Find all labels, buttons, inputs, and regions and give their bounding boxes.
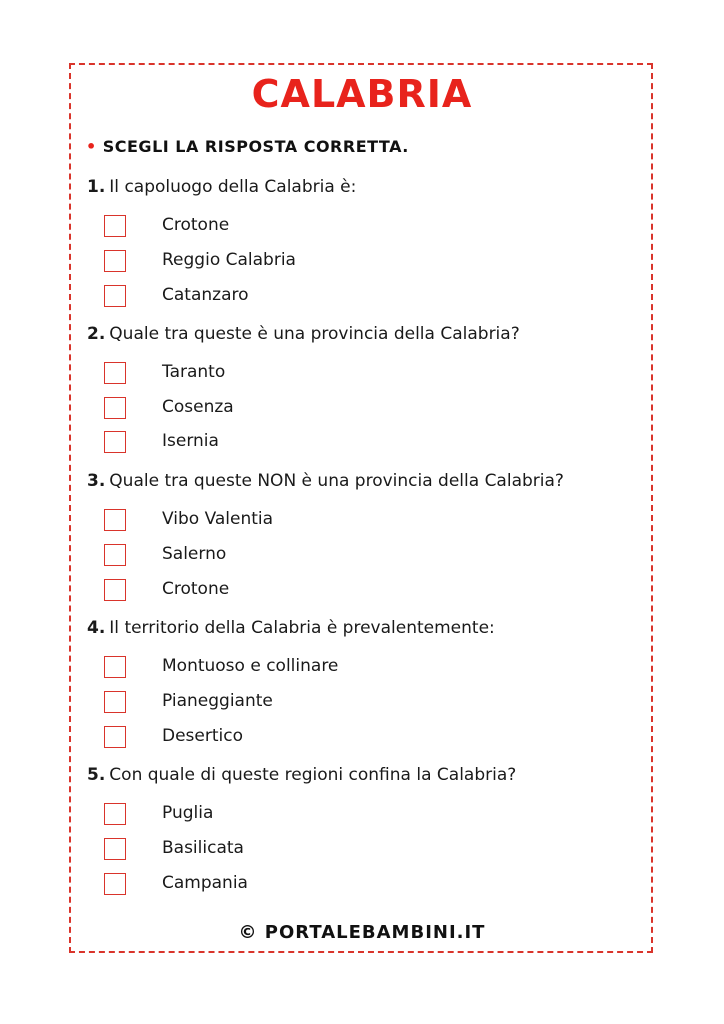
option-5-1	[104, 802, 214, 826]
question-number: 5.	[87, 765, 106, 785]
option-label: Vibo Valentia	[162, 509, 274, 529]
option-label: Reggio Calabria	[162, 250, 296, 270]
answer-checkbox[interactable]	[104, 656, 126, 678]
option-label: Isernia	[162, 431, 219, 451]
answer-checkbox[interactable]	[104, 285, 126, 307]
option-label: Puglia	[162, 803, 214, 823]
option-1-1	[104, 214, 230, 238]
question-number: 1.	[87, 177, 106, 197]
answer-checkbox[interactable]	[104, 431, 126, 453]
option-3-1	[104, 508, 274, 532]
option-2-3	[104, 430, 219, 454]
option-label: Campania	[162, 873, 248, 893]
footer-credit: © PORTALEBAMBINI.IT	[238, 922, 486, 943]
instruction-text: SCEGLI LA RISPOSTA CORRETTA.	[102, 137, 409, 156]
question-number: 4.	[87, 618, 106, 638]
question-5	[87, 765, 516, 785]
bullet-icon: •	[86, 137, 97, 156]
option-label: Crotone	[162, 579, 230, 599]
option-5-3	[104, 872, 248, 896]
question-number: 3.	[87, 471, 106, 491]
option-label: Salerno	[162, 544, 227, 564]
option-4-1	[104, 655, 339, 679]
question-4	[87, 618, 495, 638]
question-text: Quale tra queste è una provincia della Calabria?	[109, 324, 520, 344]
answer-checkbox[interactable]	[104, 397, 126, 419]
option-label: Catanzaro	[162, 285, 249, 305]
answer-checkbox[interactable]	[104, 803, 126, 825]
option-5-2	[104, 837, 244, 861]
page-title: CALABRIA	[251, 72, 473, 116]
option-label: Pianeggiante	[162, 691, 273, 711]
option-4-2	[104, 690, 273, 714]
option-label: Desertico	[162, 726, 243, 746]
option-label: Crotone	[162, 215, 230, 235]
option-label: Taranto	[162, 362, 226, 382]
question-3	[87, 471, 564, 491]
option-1-2	[104, 249, 296, 273]
instruction	[86, 137, 409, 156]
answer-checkbox[interactable]	[104, 509, 126, 531]
question-2	[87, 324, 520, 344]
question-text: Il territorio della Calabria è prevalentemente:	[109, 618, 495, 638]
answer-checkbox[interactable]	[104, 838, 126, 860]
option-2-2	[104, 396, 234, 420]
answer-checkbox[interactable]	[104, 873, 126, 895]
answer-checkbox[interactable]	[104, 726, 126, 748]
option-2-1	[104, 361, 226, 385]
question-1	[87, 177, 356, 197]
option-3-2	[104, 543, 227, 567]
question-text: Quale tra queste NON è una provincia della Calabria?	[109, 471, 564, 491]
answer-checkbox[interactable]	[104, 250, 126, 272]
answer-checkbox[interactable]	[104, 691, 126, 713]
answer-checkbox[interactable]	[104, 579, 126, 601]
answer-checkbox[interactable]	[104, 215, 126, 237]
answer-checkbox[interactable]	[104, 544, 126, 566]
answer-checkbox[interactable]	[104, 362, 126, 384]
option-label: Montuoso e collinare	[162, 656, 339, 676]
option-4-3	[104, 725, 243, 749]
option-1-3	[104, 284, 249, 308]
question-text: Con quale di queste regioni confina la Calabria?	[109, 765, 517, 785]
question-number: 2.	[87, 324, 106, 344]
question-text: Il capoluogo della Calabria è:	[109, 177, 357, 197]
option-3-3	[104, 578, 230, 602]
option-label: Basilicata	[162, 838, 244, 858]
option-label: Cosenza	[162, 397, 234, 417]
